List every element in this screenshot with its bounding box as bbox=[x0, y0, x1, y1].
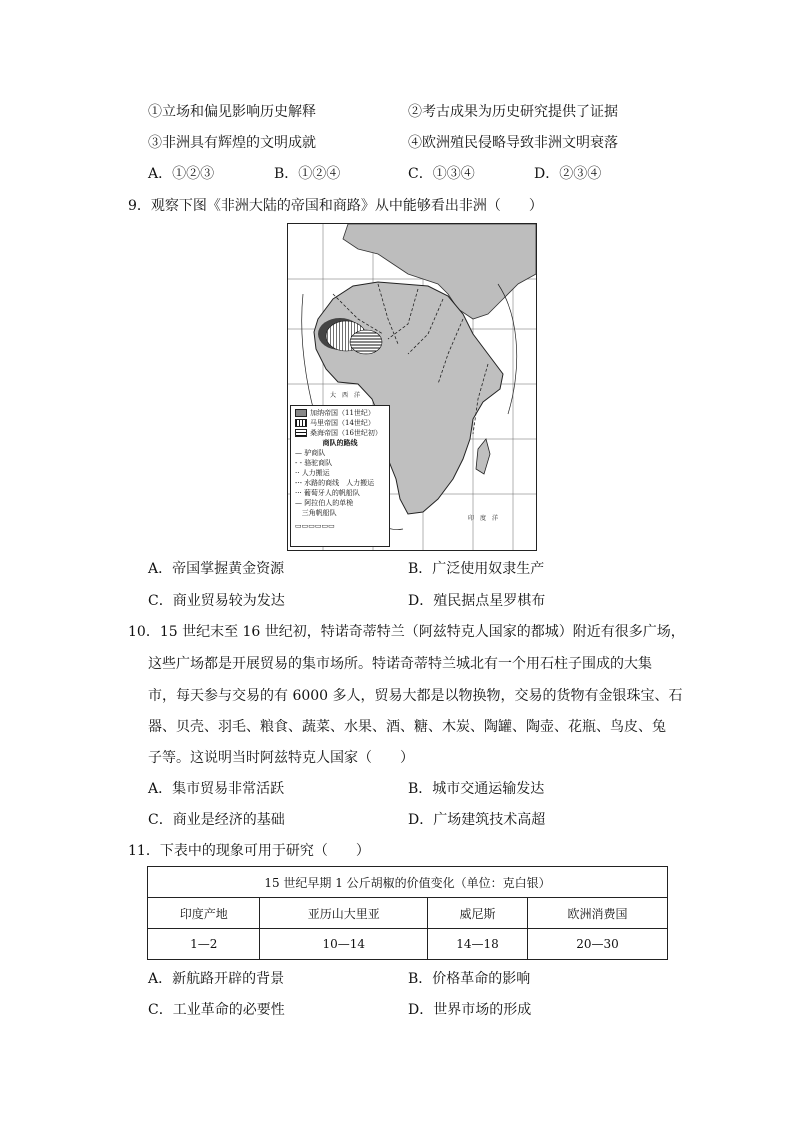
pepper-price-table bbox=[147, 866, 668, 960]
atlantic-ocean-label: 大 西 洋 bbox=[330, 392, 361, 399]
q10-option-d: D．广场建筑技术高超 bbox=[408, 812, 546, 828]
legend-item-mali: 马里帝国（14世纪） bbox=[295, 418, 385, 428]
table-header-cell: 亚历山大里亚 bbox=[260, 898, 428, 929]
legend-route-lateen: 三角帆船队 bbox=[301, 509, 337, 517]
legend-item-songhai: 桑海帝国（16世纪初） bbox=[295, 428, 385, 438]
africa-trade-map bbox=[287, 223, 537, 551]
q10-stem-line-3: 市，每天参与交易的有 6000 多人，贸易大都是以物换物，交易的货物有金银珠宝、石 bbox=[148, 688, 683, 704]
legend-swatch-songhai bbox=[295, 429, 307, 437]
q8-statement-2: ②考古成果为历史研究提供了证据 bbox=[408, 104, 618, 120]
q8-statement-1: ①立场和偏见影响历史解释 bbox=[148, 104, 316, 120]
indian-ocean-label: 印 度 洋 bbox=[468, 515, 499, 522]
q9-stem: 9．观察下图《非洲大陆的帝国和商路》从中能够看出非洲（ ） bbox=[128, 198, 543, 214]
q10-stem-line-5: 子等。这说明当时阿兹特克人国家（ ） bbox=[148, 750, 414, 766]
q9-option-d: D．殖民据点星罗棋布 bbox=[408, 593, 546, 609]
q10-stem-line-2: 这些广场都是开展贸易的集市场所。特诺奇蒂特兰城北有一个用石柱子围成的大集 bbox=[148, 656, 652, 672]
q9-option-b: B．广泛使用奴隶生产 bbox=[408, 561, 545, 577]
map-legend bbox=[290, 405, 390, 547]
legend-swatch-ghana bbox=[295, 409, 307, 417]
q11-option-d: D．世界市场的形成 bbox=[408, 1002, 532, 1018]
q11-option-b: B．价格革命的影响 bbox=[408, 971, 531, 987]
q10-option-b: B．城市交通运输发达 bbox=[408, 781, 545, 797]
legend-route-donkey: — 驴商队 bbox=[295, 449, 326, 457]
table-row bbox=[148, 929, 668, 960]
q8-statement-4: ④欧洲殖民侵略导致非洲文明衰落 bbox=[408, 135, 618, 151]
legend-routes-heading: 商队的路线 bbox=[322, 438, 358, 447]
q8-option-b: B．①②④ bbox=[274, 166, 341, 182]
table-cell: 20—30 bbox=[527, 929, 667, 960]
table-header-cell: 欧洲消费国 bbox=[527, 898, 667, 929]
legend-route-arab-dhow: — 阿拉伯人的单桅 bbox=[295, 499, 354, 507]
table-header-row bbox=[148, 898, 668, 929]
q10-stem-line-1: 10．15 世纪末至 16 世纪初，特诺奇蒂特兰（阿兹特克人国家的都城）附近有很多广场， bbox=[128, 624, 685, 640]
table-header-cell: 威尼斯 bbox=[428, 898, 528, 929]
q10-stem-line-4: 器、贝壳、羽毛、粮食、蔬菜、水果、酒、糖、木炭、陶罐、陶壶、花瓶、鸟皮、兔 bbox=[148, 719, 666, 735]
q10-option-c: C．商业是经济的基础 bbox=[148, 812, 285, 828]
q11-option-c: C．工业革命的必要性 bbox=[148, 1002, 285, 1018]
legend-item-ghana: 加纳帝国（11世纪） bbox=[295, 408, 385, 418]
q8-option-a: A．①②③ bbox=[148, 166, 215, 182]
q11-stem: 11．下表中的现象可用于研究（ ） bbox=[128, 843, 370, 859]
table-cell: 14—18 bbox=[428, 929, 528, 960]
legend-route-water: -·- 水路的商线 人力搬运 bbox=[295, 479, 375, 487]
table-cell: 10—14 bbox=[260, 929, 428, 960]
legend-swatch-mali bbox=[295, 419, 307, 427]
q10-option-a: A．集市贸易非常活跃 bbox=[148, 781, 285, 797]
table-header-cell: 印度产地 bbox=[148, 898, 260, 929]
q8-option-d: D．②③④ bbox=[534, 166, 602, 182]
table-cell: 1—2 bbox=[148, 929, 260, 960]
legend-route-camel: - - 骆驼商队 bbox=[295, 459, 333, 467]
legend-route-porter: ·· 人力搬运 bbox=[295, 469, 330, 477]
table-title: 15 世纪早期 1 公斤胡椒的价值变化（单位：克白银） bbox=[148, 867, 668, 898]
q8-option-c: C．①③④ bbox=[408, 166, 475, 182]
q8-statement-3: ③非洲具有辉煌的文明成就 bbox=[148, 135, 316, 151]
q9-option-c: C．商业贸易较为发达 bbox=[148, 593, 285, 609]
q9-option-a: A．帝国掌握黄金资源 bbox=[148, 561, 285, 577]
q11-option-a: A．新航路开辟的背景 bbox=[148, 971, 285, 987]
map-scale-bar: ▭▭▭▭▭▭ bbox=[295, 522, 335, 530]
legend-route-portuguese: ··· 葡萄牙人的帆船队 bbox=[295, 489, 360, 497]
